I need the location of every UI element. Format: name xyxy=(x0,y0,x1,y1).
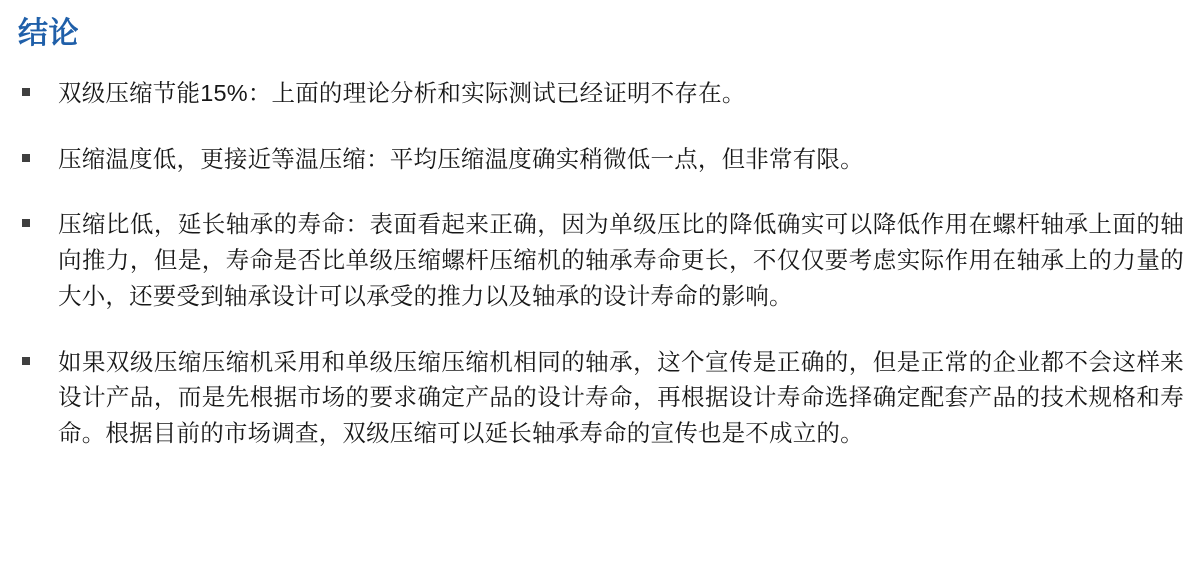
list-item xyxy=(14,76,1184,112)
bullet-square-icon xyxy=(22,154,30,162)
list-item xyxy=(14,142,1184,178)
list-item-text: 压缩温度低，更接近等温压缩：平均压缩温度确实稍微低一点，但非常有限。 xyxy=(58,145,864,172)
list-item xyxy=(14,207,1184,314)
page-title: 结论 xyxy=(18,17,79,50)
list-item-text: 如果双级压缩压缩机采用和单级压缩压缩机相同的轴承，这个宣传是正确的，但是正常的企业都不会这样来设计产品，而是先根据市场的要求确定产品的设计寿命，再根据设计寿命选择确定配套产品的技术规格和寿命。根据目前的市场调查，双级压缩可以延长轴承寿命的宣传也是不成立的。 xyxy=(58,348,1184,447)
list-item-text: 双级压缩节能15%：上面的理论分析和实际测试已经证明不存在。 xyxy=(58,80,746,106)
bullet-square-icon xyxy=(22,219,30,227)
conclusion-bullet-list xyxy=(14,76,1184,452)
list-item-text: 压缩比低，延长轴承的寿命：表面看起来正确，因为单级压比的降低确实可以降低作用在螺杆轴承上面的轴向推力，但是，寿命是否比单级压缩螺杆压缩机的轴承寿命更长，不仅仅要考虑实际作用在轴承上的力量的大小，还要受到轴承设计可以承受的推力以及轴承的设计寿命的影响。 xyxy=(58,211,1184,309)
bullet-square-icon xyxy=(22,88,30,96)
list-item xyxy=(14,345,1184,452)
bullet-square-icon xyxy=(22,357,30,365)
